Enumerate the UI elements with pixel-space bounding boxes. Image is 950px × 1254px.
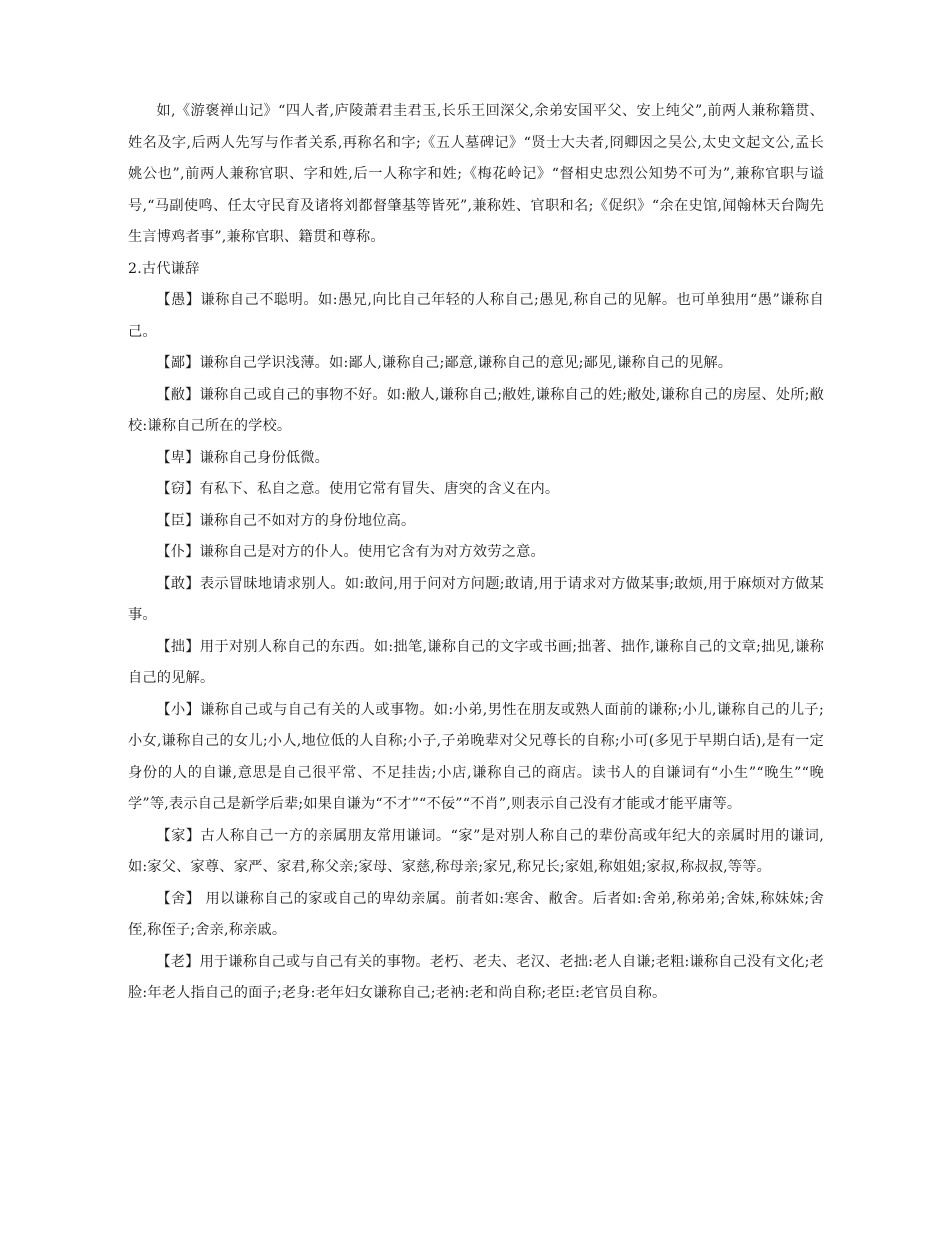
entry-term: 【老】	[156, 953, 200, 970]
entry-text: 谦称自己或自己的事物不好。如:敝人,谦称自己;敝姓,谦称自己的姓;敝处,谦称自己的房屋、处所;敝校:谦称自己所在的学校。	[128, 386, 824, 434]
entry-text: 有私下、私自之意。使用它常有冒失、唐突的含义在内。	[199, 481, 560, 497]
entry-paragraph	[128, 884, 824, 947]
entry-paragraph	[128, 695, 824, 821]
entry-term: 【窃】	[156, 481, 200, 497]
entry-term: 【鄙】	[156, 355, 200, 371]
entry-text: 谦称自己身份低微。	[199, 449, 330, 466]
entry-paragraph	[128, 348, 824, 380]
entry-text: 用于对别人称自己的东西。如:拙笔,谦称自己的文字或书画;拙著、拙作,谦称自己的文章;拙见,谦称自己的见解。	[128, 638, 824, 686]
entry-term: 【敢】	[156, 575, 200, 592]
entry-term: 【臣】	[156, 512, 200, 529]
entry-paragraph	[128, 537, 824, 569]
section-heading: 2.古代谦辞	[128, 260, 200, 277]
document-page	[128, 96, 824, 1010]
entry-term: 【家】	[156, 827, 201, 844]
entry-text: 用以谦称自己的家或自己的卑幼亲属。前者如:寒舍、敝舍。后者如:舍弟,称弟弟;舍妹,称妹妹;舍侄,称侄子;舍亲,称亲戚。	[128, 890, 824, 938]
entry-paragraph	[128, 947, 824, 1010]
entry-text: 谦称自己不如对方的身份地位高。	[199, 512, 416, 529]
intro-paragraph: 如,《游褒禅山记》“四人者,庐陵萧君圭君玉,长乐王回深父,余弟安国平父、安上纯父”,前两人兼称籍贯、姓名及字,后两人先写与作者关系,再称名和字;《五人墓碑记》“贤士大夫者,冏卿因之吴公,太史文起文公,孟长姚公也”,前两人兼称官职、字和姓,后一人称字和姓;《梅花岭记》“督相史忠烈公知势不可为”,兼称官职与谥号,“马副使鸣、任太守民育及诸将刘都督肇基等皆死”,兼称姓、官职和名;《促织》“余在史馆,闻翰林天台陶先生言博鸡者事”,兼称官职、籍贯和尊称。	[128, 103, 824, 245]
entry-term: 【敝】	[156, 386, 200, 403]
entry-term: 【拙】	[156, 638, 200, 655]
entry-paragraph	[128, 474, 824, 506]
entry-text: 谦称自己不聪明。如:愚兄,向比自己年轻的人称自己;愚见,称自己的见解。也可单独用“愚”谦称自己。	[128, 292, 824, 340]
entry-paragraph	[128, 285, 824, 348]
entry-paragraph	[128, 443, 824, 475]
entry-text: 谦称自己学识浅薄。如:鄙人,谦称自己;鄙意,谦称自己的意见;鄙见,谦称自己的见解。	[199, 355, 733, 371]
entry-text: 用于谦称自己或与自己有关的事物。老朽、老夫、老汉、老拙:老人自谦;老粗:谦称自己没有文化;老脸:年老人指自己的面子;老身:老年妇女谦称自己;老衲:老和尚自称;老臣:老官员自称。	[128, 953, 824, 1001]
entry-term: 【舍】	[156, 890, 201, 907]
entry-paragraph	[128, 506, 824, 538]
entry-paragraph	[128, 380, 824, 443]
entry-text: 谦称自己是对方的仆人。使用它含有为对方效劳之意。	[199, 544, 545, 560]
entry-text: 表示冒昧地请求别人。如:敢问,用于问对方问题;敢请,用于请求对方做某事;敢烦,用于麻烦对方做某事。	[128, 575, 824, 623]
entry-term: 【卑】	[156, 449, 200, 466]
entry-paragraph	[128, 821, 824, 884]
entry-term: 【愚】	[156, 292, 201, 308]
entry-term: 【小】	[156, 701, 201, 718]
entry-text: 古人称自己一方的亲属朋友常用谦词。“家”是对别人称自己的辈份高或年纪大的亲属时用的谦词,如:家父、家尊、家严、家君,称父亲;家母、家慈,称母亲;家兄,称兄长;家姐,称姐姐;家叔,称叔叔,等等。	[128, 827, 824, 875]
entry-text: 谦称自己或与自己有关的人或事物。如:小弟,男性在朋友或熟人面前的谦称;小儿,谦称自己的儿子;小女,谦称自己的女儿;小人,地位低的人自称;小子,子弟晚辈对父兄尊长的自称;小可(多见于早期白话),是有一定身份的人的自谦,意思是自己很平常、不足挂齿;小店,谦称自己的商店。读书人的自谦词有“小生”“晚生”“晚学”等,表示自己是新学后辈;如果自谦为“不才”“不佞”“不肖”,则表示自己没有才能或才能平庸等。	[128, 701, 825, 812]
entry-paragraph	[128, 569, 824, 632]
entry-term: 【仆】	[156, 544, 200, 560]
entry-paragraph	[128, 632, 824, 695]
